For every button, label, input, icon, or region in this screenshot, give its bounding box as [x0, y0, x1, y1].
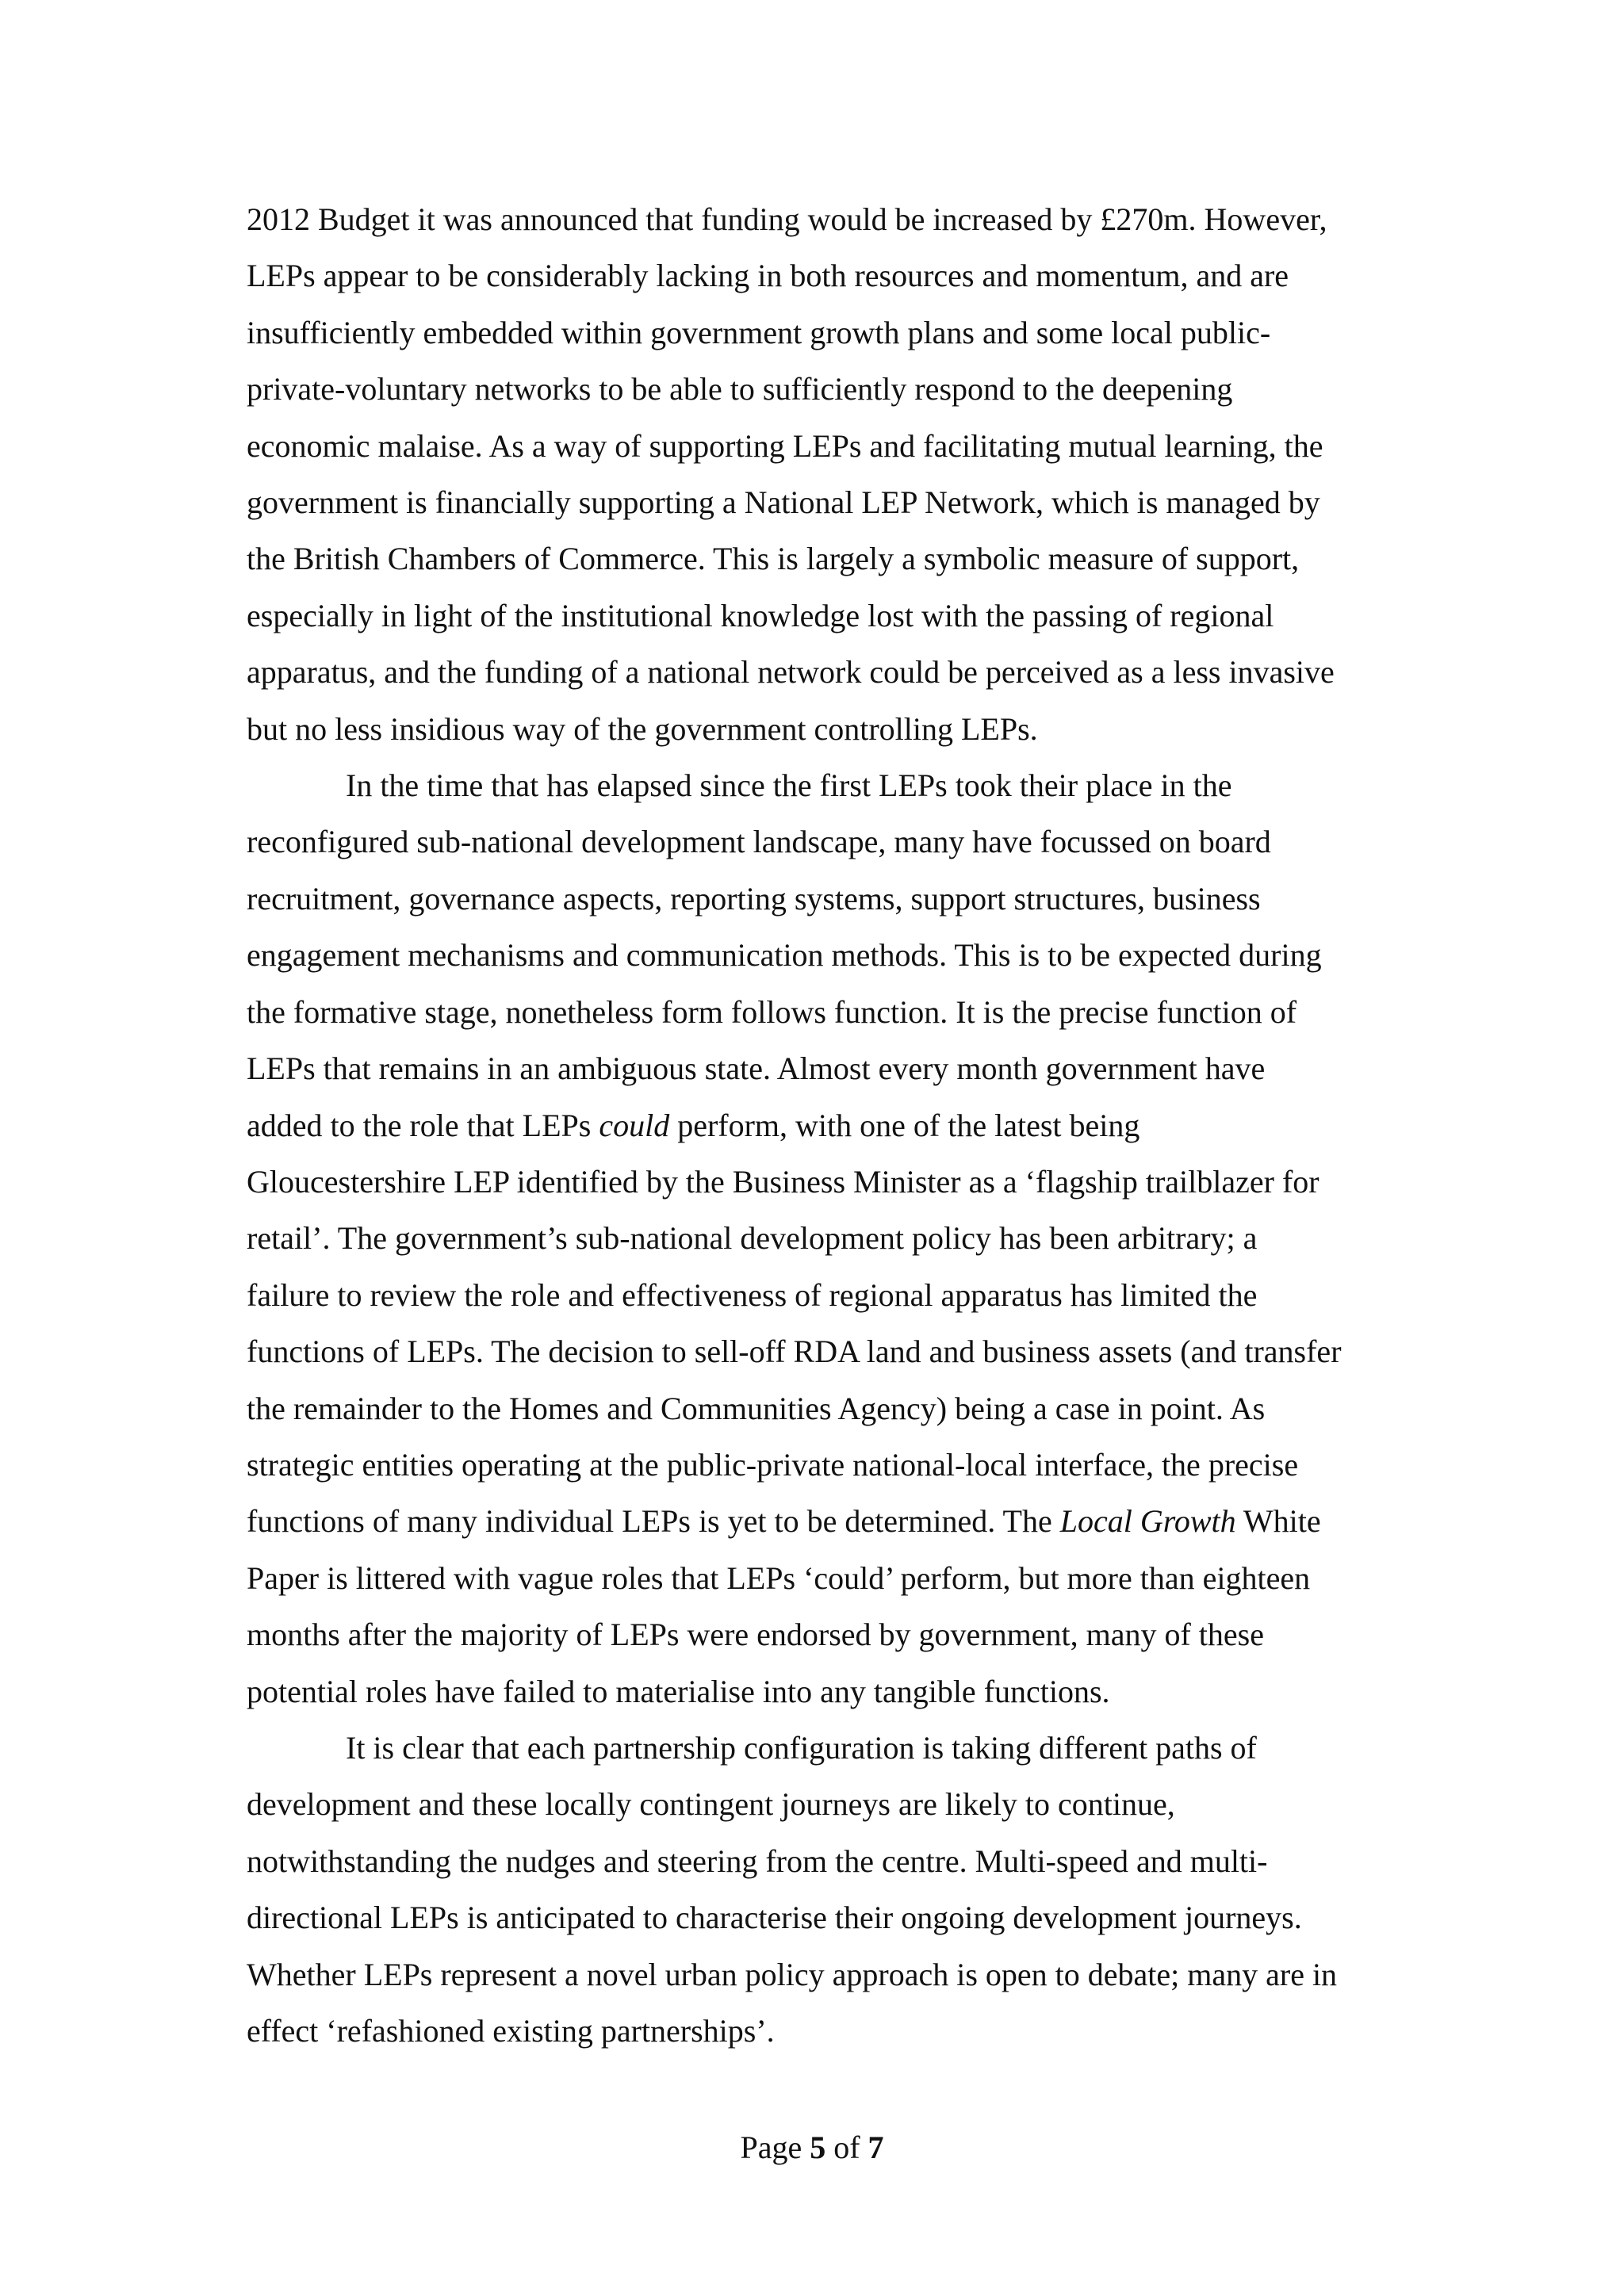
paragraph	[247, 191, 1388, 757]
text-line	[247, 474, 1388, 530]
text-segment: recruitment, governance aspects, reporting systems, support structures, business	[247, 880, 1261, 916]
text-segment: apparatus, and the funding of a national network could be perceived as a less invasive	[247, 654, 1335, 691]
text-line	[247, 1040, 1388, 1096]
text-line	[247, 644, 1388, 700]
text-segment: 2012 Budget it was announced that funding would be increased by £270m. However,	[247, 201, 1327, 237]
text-line	[247, 927, 1388, 983]
text-segment: perform, with one of the latest being	[669, 1107, 1140, 1143]
text-segment: functions of many individual LEPs is yet to be determined. The	[247, 1503, 1060, 1540]
text-line	[247, 587, 1388, 644]
text-segment: potential roles have failed to materialise into any tangible functions.	[247, 1673, 1110, 1709]
text-segment: development and these locally contingent journeys are likely to continue,	[247, 1786, 1175, 1823]
text-line	[247, 1267, 1388, 1323]
text-line	[247, 1210, 1388, 1266]
paragraph	[247, 757, 1388, 1720]
text-segment: failure to review the role and effectiveness of regional apparatus has limited the	[247, 1276, 1258, 1313]
text-line	[247, 1097, 1388, 1154]
text-line	[247, 1493, 1388, 1549]
italic-text: could	[599, 1107, 670, 1143]
text-segment: directional LEPs is anticipated to characterise their ongoing development journeys.	[247, 1900, 1302, 1936]
body-text	[247, 191, 1388, 2059]
text-segment: the remainder to the Homes and Communities Agency) being a case in point. As	[247, 1390, 1266, 1426]
text-segment: LEPs that remains in an ambiguous state. Almost every month government have	[247, 1050, 1266, 1087]
text-segment: but no less insidious way of the government controlling LEPs.	[247, 710, 1038, 747]
text-segment: In the time that has elapsed since the first LEPs took their place in the	[346, 767, 1232, 804]
text-line	[247, 701, 1388, 757]
text-segment: notwithstanding the nudges and steering from the centre. Multi-speed and multi-	[247, 1843, 1268, 1879]
text-segment: Whether LEPs represent a novel urban policy approach is open to debate; many are in	[247, 1956, 1338, 1992]
current-page-number: 5	[810, 2130, 826, 2165]
text-segment: It is clear that each partnership configuration is taking different paths of	[346, 1729, 1257, 1766]
text-line	[247, 304, 1388, 361]
text-segment: engagement mechanisms and communication methods. This is to be expected during	[247, 937, 1322, 974]
text-line	[247, 1776, 1388, 1832]
text-segment: Paper is littered with vague roles that LEPs ‘could’ perform, but more than eighteen	[247, 1559, 1311, 1596]
text-segment: especially in light of the institutional knowledge lost with the passing of regional	[247, 597, 1274, 633]
text-line	[247, 1437, 1388, 1493]
text-line	[247, 1889, 1388, 1946]
text-line	[247, 1833, 1388, 1889]
text-line	[247, 1946, 1388, 2003]
text-line	[247, 1606, 1388, 1663]
text-line	[247, 418, 1388, 474]
footer-prefix: Page	[740, 2130, 810, 2165]
paragraph	[247, 1720, 1388, 2059]
text-segment: effect ‘refashioned existing partnerships’.	[247, 2013, 775, 2049]
text-line	[247, 984, 1388, 1040]
text-segment: LEPs appear to be considerably lacking in both resources and momentum, and are	[247, 258, 1289, 294]
text-line	[247, 813, 1388, 870]
text-line	[247, 2003, 1388, 2059]
text-segment: the British Chambers of Commerce. This is largely a symbolic measure of support,	[247, 541, 1300, 577]
footer-of: of	[825, 2130, 868, 2165]
text-segment: government is financially supporting a National LEP Network, which is managed by	[247, 484, 1320, 521]
text-line	[247, 191, 1388, 247]
text-segment: added to the role that LEPs	[247, 1107, 599, 1143]
text-line	[247, 247, 1388, 304]
italic-text: Local Growth	[1059, 1503, 1236, 1540]
text-line	[247, 1663, 1388, 1720]
text-line	[247, 1550, 1388, 1606]
text-line	[247, 1380, 1388, 1437]
page-footer	[0, 2128, 1624, 2168]
total-pages-number: 7	[868, 2130, 884, 2165]
text-segment: functions of LEPs. The decision to sell-off RDA land and business assets (and transfer	[247, 1334, 1342, 1370]
text-segment: Gloucestershire LEP identified by the Business Minister as a ‘flagship trailblazer for	[247, 1163, 1320, 1200]
text-line	[247, 871, 1388, 927]
text-segment: White	[1235, 1503, 1321, 1540]
text-line	[247, 1154, 1388, 1210]
text-segment: months after the majority of LEPs were endorsed by government, many of these	[247, 1617, 1264, 1653]
text-line	[247, 1720, 1388, 1776]
text-line	[247, 1323, 1388, 1380]
text-line	[247, 361, 1388, 417]
text-segment: the formative stage, nonetheless form follows function. It is the precise function of	[247, 993, 1297, 1030]
text-segment: private-voluntary networks to be able to sufficiently respond to the deepening	[247, 371, 1233, 408]
text-segment: insufficiently embedded within government growth plans and some local public-	[247, 314, 1271, 350]
text-segment: retail’. The government’s sub-national development policy has been arbitrary; a	[247, 1220, 1258, 1257]
text-line	[247, 757, 1388, 813]
text-segment: economic malaise. As a way of supporting LEPs and facilitating mutual learning, the	[247, 427, 1323, 464]
text-segment: strategic entities operating at the public-private national-local interface, the precise	[247, 1446, 1299, 1483]
text-segment: reconfigured sub-national development landscape, many have focussed on board	[247, 824, 1271, 860]
text-line	[247, 530, 1388, 587]
